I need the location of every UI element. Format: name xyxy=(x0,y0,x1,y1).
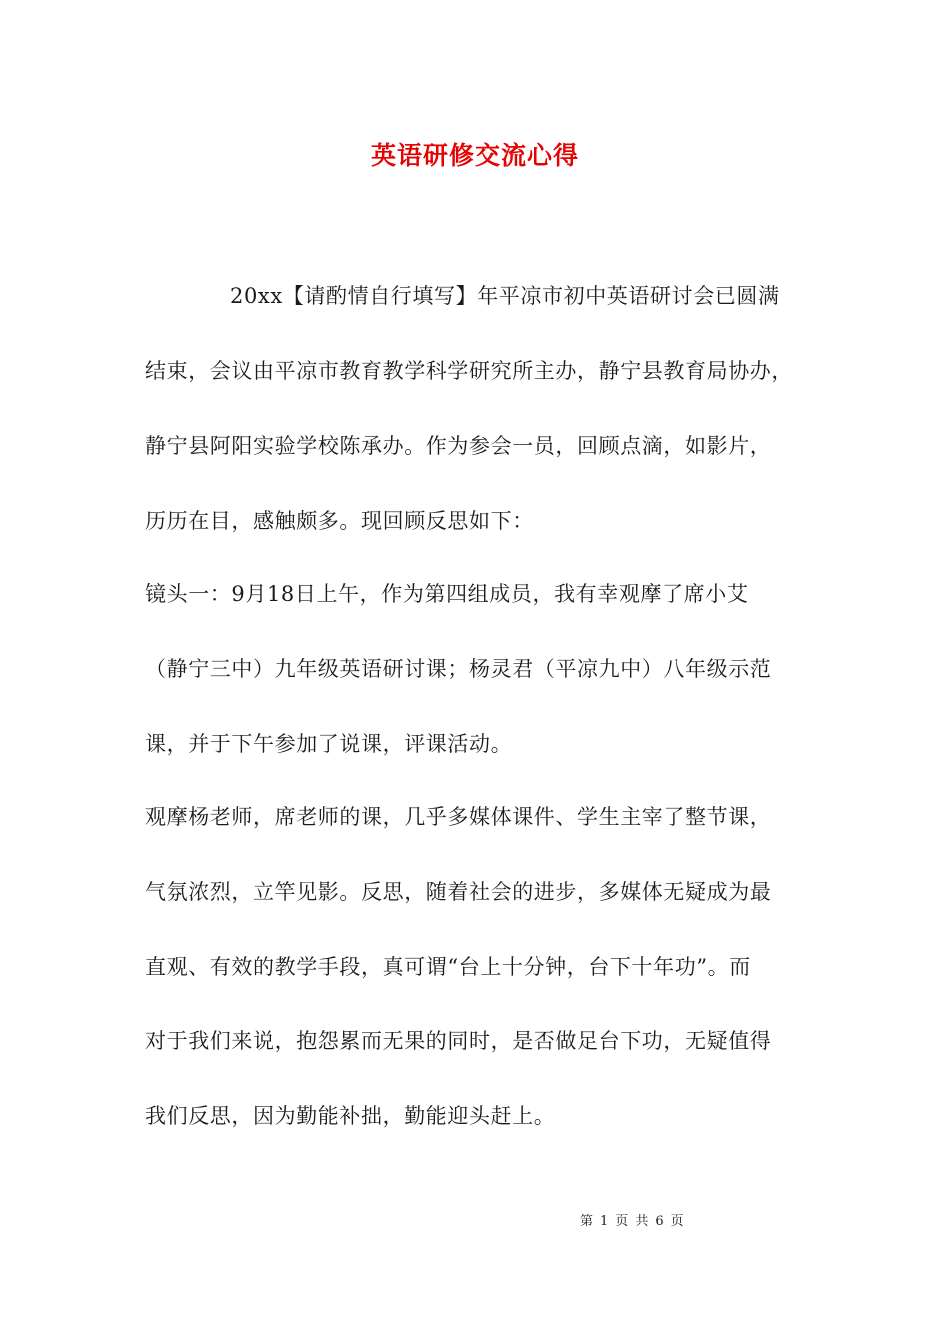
paragraph-line: （静宁三中）九年级英语研讨课；杨灵君（平凉九中）八年级示范 xyxy=(145,657,772,681)
paragraph-line: 历历在目，感触颇多。现回顾反思如下： xyxy=(145,509,534,533)
total-pages-number: 6 xyxy=(655,1214,664,1229)
paragraph-line: 静宁县阿阳实验学校陈承办。作为参会一员，回顾点滴，如影片， xyxy=(145,434,772,458)
paragraph-line: 镜头一：9月18日上午，作为第四组成员，我有幸观摩了席小艾 xyxy=(145,582,749,606)
footer-word: 页 xyxy=(670,1214,684,1229)
paragraph-line: 对于我们来说，抱怨累而无果的同时，是否做足台下功，无疑值得 xyxy=(145,1029,772,1053)
paragraph-line: 20xx【请酌情自行填写】年平凉市初中英语研讨会已圆满 xyxy=(230,284,780,308)
paragraph-line: 直观、有效的教学手段，真可谓“台上十分钟，台下十年功”。而 xyxy=(145,955,751,979)
paragraph-line: 观摩杨老师，席老师的课，几乎多媒体课件、学生主宰了整节课， xyxy=(145,805,772,829)
footer-word: 第 xyxy=(580,1214,594,1229)
footer-word: 页 xyxy=(615,1214,629,1229)
page-footer xyxy=(580,1210,691,1229)
footer-word: 共 xyxy=(635,1214,649,1229)
paragraph-line: 结束，会议由平凉市教育教学科学研究所主办，静宁县教育局协办， xyxy=(145,359,793,383)
document-title: 英语研修交流心得 xyxy=(370,141,579,170)
paragraph-line: 课，并于下午参加了说课，评课活动。 xyxy=(145,732,513,756)
paragraph-line: 我们反思，因为勤能补拙，勤能迎头赶上。 xyxy=(145,1104,556,1128)
paragraph-line: 气氛浓烈，立竿见影。反思，随着社会的进步，多媒体无疑成为最 xyxy=(145,880,772,904)
current-page-number: 1 xyxy=(600,1214,609,1229)
